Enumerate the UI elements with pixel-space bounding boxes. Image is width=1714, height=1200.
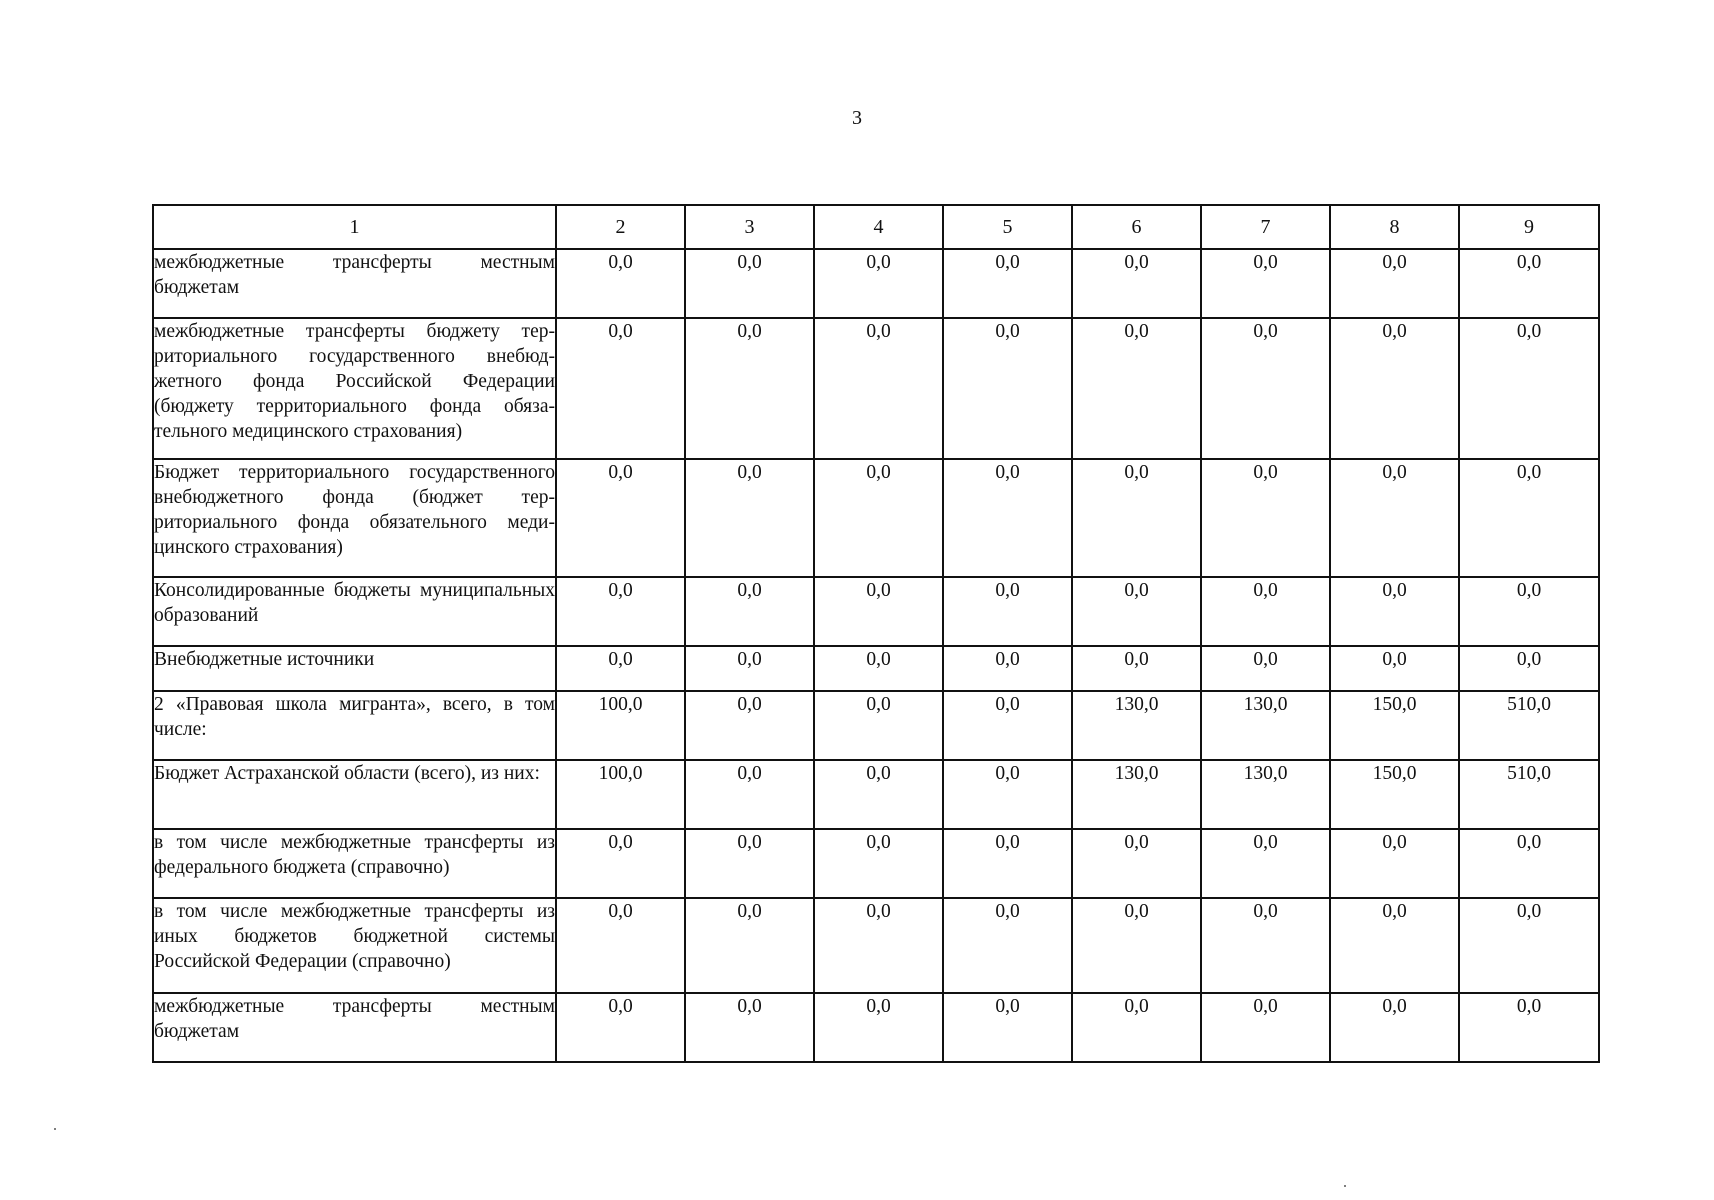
cell-value: 0,0 bbox=[1459, 249, 1599, 318]
cell-value: 100,0 bbox=[556, 760, 685, 829]
cell-value: 0,0 bbox=[943, 898, 1072, 993]
cell-value: 100,0 bbox=[556, 691, 685, 760]
cell-value: 0,0 bbox=[556, 577, 685, 646]
cell-value: 0,0 bbox=[1330, 318, 1459, 459]
column-header: 1 bbox=[153, 205, 556, 249]
scan-speck bbox=[1344, 1185, 1346, 1187]
cell-value: 0,0 bbox=[943, 993, 1072, 1062]
cell-value: 0,0 bbox=[943, 646, 1072, 691]
column-header: 9 bbox=[1459, 205, 1599, 249]
cell-value: 0,0 bbox=[1201, 459, 1330, 577]
column-header: 6 bbox=[1072, 205, 1201, 249]
budget-table bbox=[152, 204, 1600, 1063]
cell-value: 0,0 bbox=[1072, 459, 1201, 577]
row-label: в том числе межбюджетные трансферты из федерального бюджета (справочно) bbox=[153, 829, 556, 898]
row-label: в том числе межбюджетные трансферты из иных бюджетов бюджетной системы Российской Федерации (справочно) bbox=[153, 898, 556, 993]
row-label: межбюджетные трансферты местным бюджетам bbox=[153, 993, 556, 1062]
table-row bbox=[153, 898, 1599, 993]
cell-value: 0,0 bbox=[1459, 898, 1599, 993]
header-row bbox=[153, 205, 1599, 249]
cell-value: 0,0 bbox=[1072, 898, 1201, 993]
cell-value: 0,0 bbox=[814, 829, 943, 898]
table-row bbox=[153, 459, 1599, 577]
cell-value: 0,0 bbox=[1459, 577, 1599, 646]
row-label: Бюджет территориального государственного внебюджетного фонда (бюджет территориального фонда обязательного медицинского страхования) bbox=[153, 459, 556, 577]
cell-value: 0,0 bbox=[1201, 249, 1330, 318]
cell-value: 0,0 bbox=[814, 459, 943, 577]
cell-value: 0,0 bbox=[814, 577, 943, 646]
cell-value: 0,0 bbox=[1330, 993, 1459, 1062]
cell-value: 0,0 bbox=[1330, 459, 1459, 577]
cell-value: 510,0 bbox=[1459, 691, 1599, 760]
cell-value: 0,0 bbox=[556, 249, 685, 318]
cell-value: 0,0 bbox=[814, 993, 943, 1062]
cell-value: 0,0 bbox=[1459, 318, 1599, 459]
cell-value: 0,0 bbox=[685, 993, 814, 1062]
cell-value: 0,0 bbox=[685, 577, 814, 646]
row-label: Бюджет Астраханской области (всего), из них: bbox=[153, 760, 556, 829]
row-label: межбюджетные трансферты бюджету территориального государственного внебюджетного фонда Российской Федерации (бюджету территориального фонда обязательного медицинского страхования) bbox=[153, 318, 556, 459]
cell-value: 0,0 bbox=[1459, 829, 1599, 898]
cell-value: 0,0 bbox=[1201, 993, 1330, 1062]
table-row bbox=[153, 691, 1599, 760]
cell-value: 510,0 bbox=[1459, 760, 1599, 829]
cell-value: 130,0 bbox=[1201, 691, 1330, 760]
column-header: 7 bbox=[1201, 205, 1330, 249]
cell-value: 0,0 bbox=[943, 249, 1072, 318]
cell-value: 0,0 bbox=[814, 249, 943, 318]
table-row bbox=[153, 646, 1599, 691]
cell-value: 0,0 bbox=[814, 898, 943, 993]
cell-value: 0,0 bbox=[1201, 577, 1330, 646]
cell-value: 0,0 bbox=[1459, 993, 1599, 1062]
cell-value: 130,0 bbox=[1201, 760, 1330, 829]
scan-speck bbox=[54, 1128, 56, 1130]
cell-value: 0,0 bbox=[1459, 646, 1599, 691]
cell-value: 150,0 bbox=[1330, 691, 1459, 760]
cell-value: 0,0 bbox=[1330, 646, 1459, 691]
cell-value: 0,0 bbox=[1201, 898, 1330, 993]
cell-value: 0,0 bbox=[556, 459, 685, 577]
column-header: 8 bbox=[1330, 205, 1459, 249]
cell-value: 0,0 bbox=[685, 760, 814, 829]
cell-value: 0,0 bbox=[1330, 577, 1459, 646]
row-label: Консолидированные бюджеты муниципальных образований bbox=[153, 577, 556, 646]
table-row bbox=[153, 993, 1599, 1062]
cell-value: 0,0 bbox=[1201, 646, 1330, 691]
column-header: 5 bbox=[943, 205, 1072, 249]
row-label: 2 «Правовая школа мигранта», всего, в том числе: bbox=[153, 691, 556, 760]
cell-value: 0,0 bbox=[685, 459, 814, 577]
cell-value: 0,0 bbox=[943, 577, 1072, 646]
page-number: 3 bbox=[852, 107, 862, 129]
cell-value: 0,0 bbox=[814, 691, 943, 760]
cell-value: 0,0 bbox=[814, 760, 943, 829]
cell-value: 130,0 bbox=[1072, 760, 1201, 829]
cell-value: 0,0 bbox=[556, 646, 685, 691]
cell-value: 0,0 bbox=[1072, 829, 1201, 898]
cell-value: 0,0 bbox=[685, 249, 814, 318]
column-header: 4 bbox=[814, 205, 943, 249]
cell-value: 0,0 bbox=[556, 318, 685, 459]
cell-value: 150,0 bbox=[1330, 760, 1459, 829]
cell-value: 0,0 bbox=[685, 318, 814, 459]
cell-value: 0,0 bbox=[1072, 993, 1201, 1062]
table-row bbox=[153, 249, 1599, 318]
table-row bbox=[153, 318, 1599, 459]
cell-value: 0,0 bbox=[1459, 459, 1599, 577]
cell-value: 0,0 bbox=[1072, 249, 1201, 318]
cell-value: 0,0 bbox=[814, 646, 943, 691]
column-header: 3 bbox=[685, 205, 814, 249]
cell-value: 130,0 bbox=[1072, 691, 1201, 760]
row-label: Внебюджетные источники bbox=[153, 646, 556, 691]
table-row bbox=[153, 577, 1599, 646]
cell-value: 0,0 bbox=[556, 829, 685, 898]
cell-value: 0,0 bbox=[685, 691, 814, 760]
cell-value: 0,0 bbox=[685, 898, 814, 993]
cell-value: 0,0 bbox=[1330, 249, 1459, 318]
cell-value: 0,0 bbox=[943, 318, 1072, 459]
cell-value: 0,0 bbox=[1201, 318, 1330, 459]
cell-value: 0,0 bbox=[556, 993, 685, 1062]
cell-value: 0,0 bbox=[943, 760, 1072, 829]
cell-value: 0,0 bbox=[943, 829, 1072, 898]
table-row bbox=[153, 829, 1599, 898]
row-label: межбюджетные трансферты местным бюджетам bbox=[153, 249, 556, 318]
cell-value: 0,0 bbox=[1330, 829, 1459, 898]
table-row bbox=[153, 760, 1599, 829]
cell-value: 0,0 bbox=[1072, 646, 1201, 691]
column-header: 2 bbox=[556, 205, 685, 249]
cell-value: 0,0 bbox=[1072, 318, 1201, 459]
cell-value: 0,0 bbox=[814, 318, 943, 459]
cell-value: 0,0 bbox=[556, 898, 685, 993]
table-body bbox=[153, 249, 1599, 1062]
cell-value: 0,0 bbox=[1201, 829, 1330, 898]
cell-value: 0,0 bbox=[685, 829, 814, 898]
cell-value: 0,0 bbox=[943, 691, 1072, 760]
cell-value: 0,0 bbox=[943, 459, 1072, 577]
cell-value: 0,0 bbox=[1072, 577, 1201, 646]
cell-value: 0,0 bbox=[1330, 898, 1459, 993]
cell-value: 0,0 bbox=[685, 646, 814, 691]
